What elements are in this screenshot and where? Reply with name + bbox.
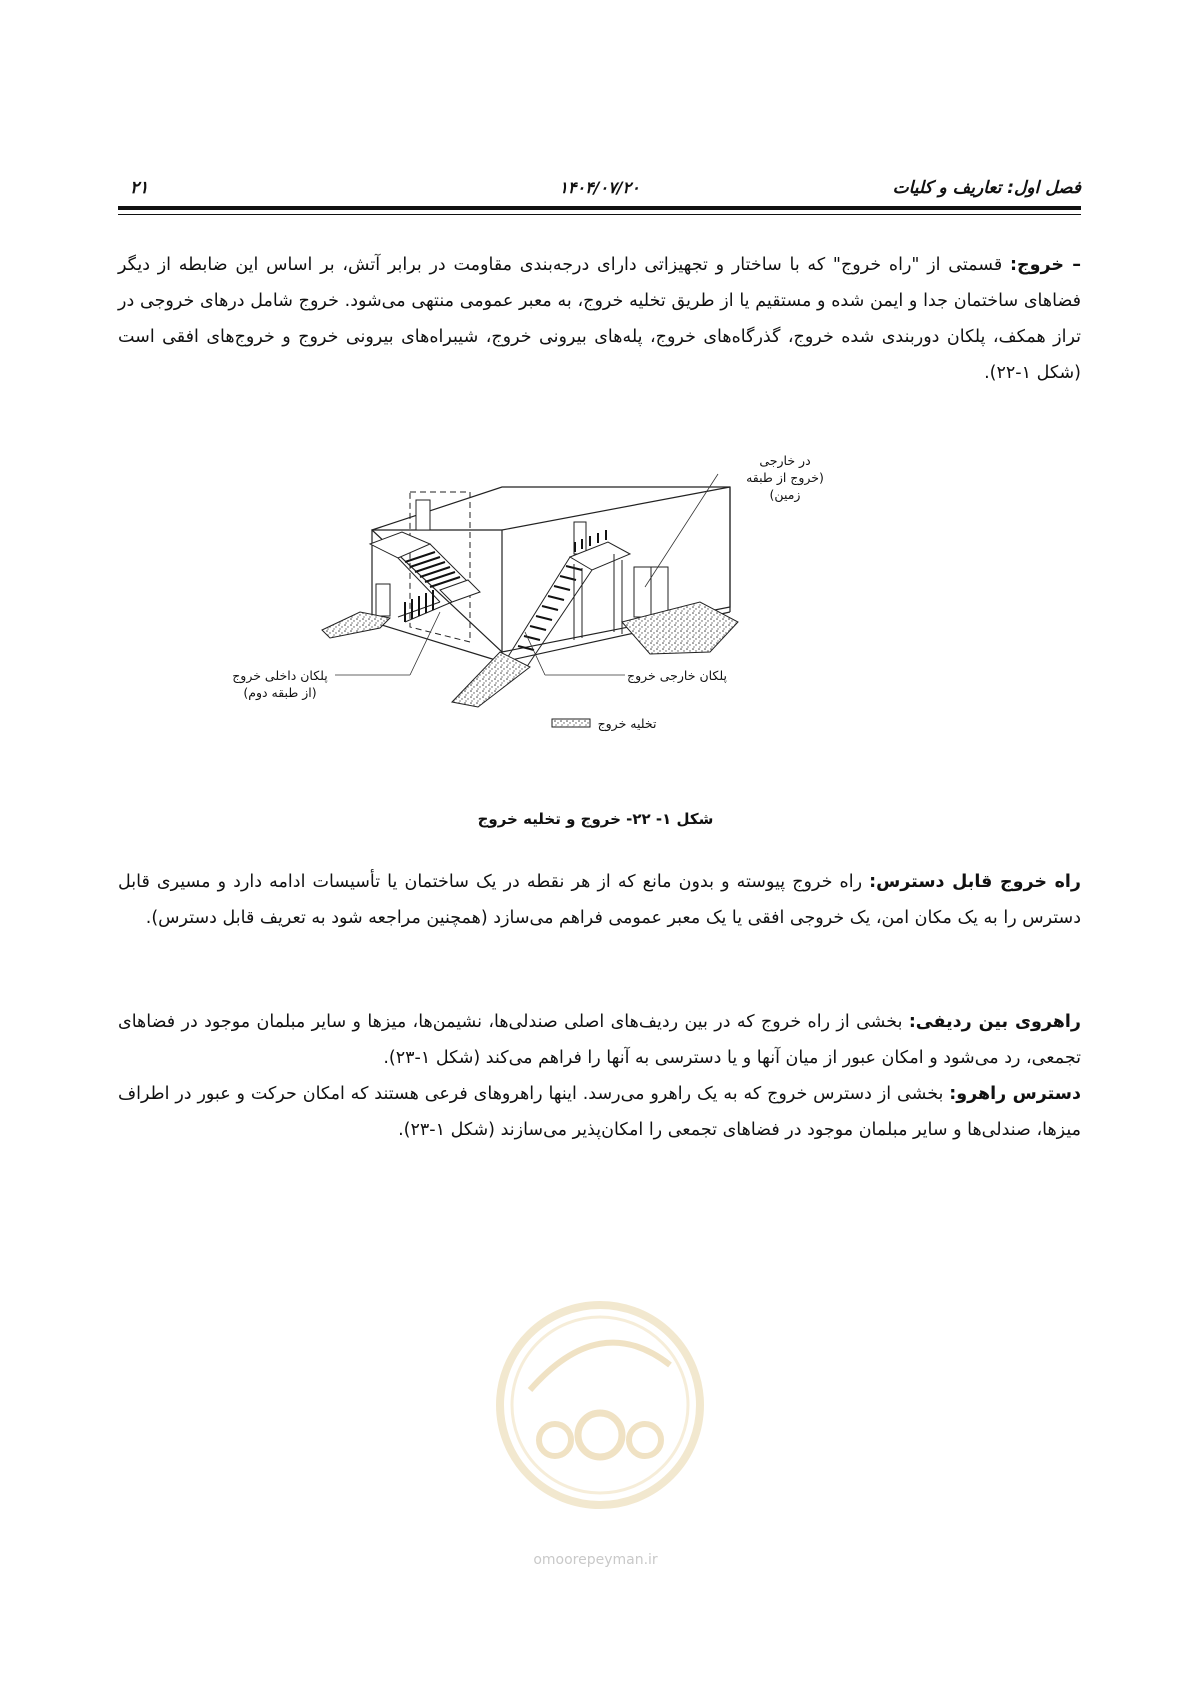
paragraph-accessible-exit [118, 864, 1081, 936]
definition-aisle-access: بخشی از دسترس خروج که به یک راهرو می‌رسد. اینها راهروهای فرعی هستند که امکان حرکت و عبور در اطراف میزها، صندلی‌ها و سایر مبلمان موجود در فضاهای تجمعی را امکان‌پذیر می‌سازند (شکل ۱-۲۳). [118, 1084, 1081, 1140]
watermark-site: omoorepeyman.ir [533, 1552, 658, 1568]
watermark-seal-icon [490, 1270, 710, 1540]
header-date: ۱۴۰۴/۰۷/۲۰ [559, 178, 640, 197]
label-interior-stair: پلکان داخلی خروج (از طبقه دوم) [232, 668, 328, 700]
definition-exit: قسمتی از "راه خروج" که با ساختار و تجهیزاتی دارای درجه‌بندی مقاومت در برابر آتش، بر اساس این ضابطه از دیگر فضاهای ساختمان جدا و ایمن شده و مستقیم یا از طریق تخلیه خروج، به معبر عمومی منتهی می‌شود. خروج شامل درهای خروجی در تراز همکف، پلکان دوربندی شده خروج، گذرگاه‌های خروج، پله‌های بیرونی خروج، شیبراه‌های بیرونی خروج و خروج‌های افقی است (شکل ۱-۲۲). [118, 255, 1081, 383]
paragraph-exit [118, 247, 1081, 391]
term-aisle-between-rows: راهروی بین ردیفی: [908, 1012, 1081, 1032]
label-exterior-door: در خارجی (خروج از طبقه زمین) [746, 453, 824, 502]
definition-accessible-exit: راه خروج پیوسته و بدون مانع که از هر نقطه در یک ساختمان یا تأسیسات ادامه دارد و مسیری قابل دسترس را به یک مکان امن، یک خروجی افقی یا یک معبر عمومی فراهم می‌سازد (همچنین مراجعه شود به تعریف قابل دسترس). [118, 872, 1081, 928]
definition-aisle-between-rows: بخشی از راه خروج که در بین ردیف‌های اصلی صندلی‌ها، نشیمن‌ها، میزها و سایر مبلمان موجود در فضاهای تجمعی، رد می‌شود و امکان عبور از میان آنها و یا دسترسی به آنها را فراهم می‌کند (شکل ۱-۲۳). [118, 1012, 1081, 1068]
header-rule-thin [118, 214, 1081, 215]
term-exit: – خروج: [1009, 255, 1081, 275]
discharge-legend-swatch [552, 719, 590, 727]
paragraph-aisle-between-rows [118, 1004, 1081, 1076]
figure-exit-discharge [230, 453, 830, 792]
header-rule-thick [118, 206, 1081, 210]
term-aisle-access: دسترس راهرو: [949, 1084, 1081, 1104]
label-discharge: تخلیه خروج [597, 716, 657, 731]
term-accessible-exit: راه خروج قابل دسترس: [869, 872, 1081, 892]
left-door [376, 584, 390, 616]
exterior-stair-discharge [452, 652, 530, 707]
figure-caption: شکل ۱- ۲۲- خروج و تخلیه خروج [477, 810, 714, 828]
exterior-stairs [506, 522, 630, 668]
left-discharge [322, 612, 390, 638]
building-diagram [230, 462, 830, 792]
page-number: ۲۱ [130, 178, 149, 198]
page-header [118, 178, 1081, 206]
paragraph-aisle-access [118, 1076, 1081, 1148]
label-exterior-stair: پلکان خارجی خروج [627, 668, 727, 683]
chapter-title: فصل اول: تعاریف و کلیات [892, 178, 1081, 198]
